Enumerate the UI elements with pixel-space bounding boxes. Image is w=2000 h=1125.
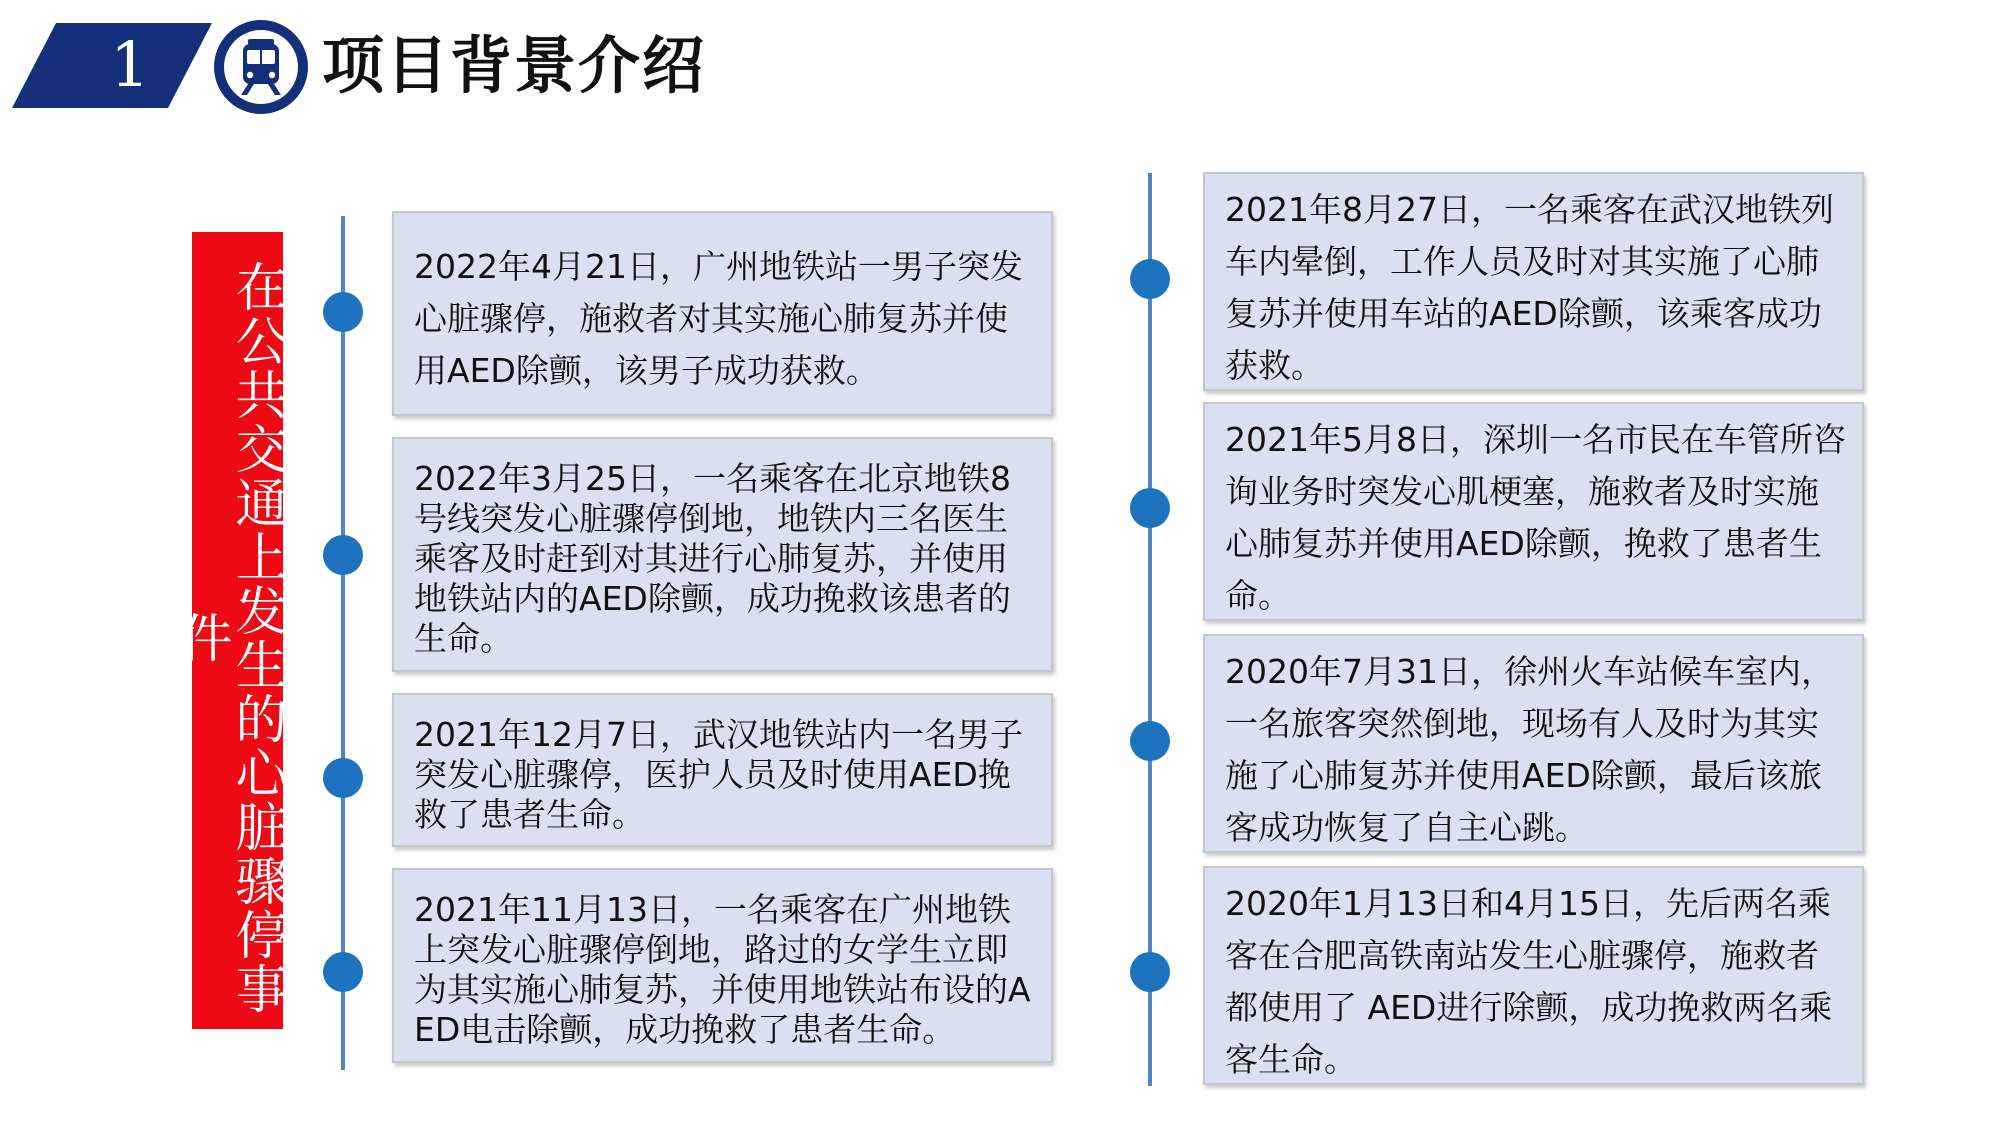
section-number: 1 bbox=[110, 28, 150, 101]
event-card bbox=[392, 868, 1053, 1063]
timeline-dot bbox=[1130, 952, 1170, 992]
timeline-dot bbox=[323, 292, 363, 332]
event-card bbox=[1203, 866, 1864, 1085]
event-text: 2021年11月13日，一名乘客在广州地铁上突发心脏骤停倒地，路过的女学生立即为其实施心肺复苏，并使用地铁站布设的AED电击除颤，成功挽救了患者生命。 bbox=[414, 890, 1031, 1049]
vertical-category-label: 在公共交通上发生的心脏骤停事件 bbox=[192, 232, 283, 1029]
train-icon bbox=[212, 18, 310, 116]
event-text: 2021年5月8日，深圳一名市民在车管所咨询业务时突发心肌梗塞，施救者及时实施心肺复苏并使用AED除颤，挽救了患者生命。 bbox=[1225, 420, 1846, 615]
timeline-dot bbox=[1130, 488, 1170, 528]
event-card bbox=[1203, 402, 1864, 621]
event-card bbox=[392, 437, 1053, 672]
timeline-dot bbox=[323, 758, 363, 798]
timeline-dot bbox=[323, 952, 363, 992]
event-card bbox=[1203, 634, 1864, 853]
event-text: 2022年4月21日，广州地铁站一男子突发心脏骤停，施救者对其实施心肺复苏并使用AED除颤，该男子成功获救。 bbox=[414, 247, 1023, 390]
event-text: 2021年8月27日，一名乘客在武汉地铁列车内晕倒，工作人员及时对其实施了心肺复苏并使用车站的AED除颤，该乘客成功获救。 bbox=[1225, 190, 1834, 385]
timeline-dot bbox=[323, 535, 363, 575]
event-text: 2020年1月13日和4月15日，先后两名乘客在合肥高铁南站发生心脏骤停，施救者都使用了 AED进行除颤，成功挽救两名乘客生命。 bbox=[1225, 884, 1833, 1079]
event-text: 2020年7月31日，徐州火车站候车室内，一名旅客突然倒地，现场有人及时为其实施了心肺复苏并使用AED除颤，最后该旅客成功恢复了自主心跳。 bbox=[1225, 652, 1834, 847]
event-text: 2021年12月7日，武汉地铁站内一名男子突发心脏骤停，医护人员及时使用AED挽救了患者生命。 bbox=[414, 715, 1023, 834]
timeline-dot bbox=[1130, 721, 1170, 761]
section-number-badge bbox=[12, 23, 212, 108]
event-card bbox=[392, 211, 1053, 416]
page-title: 项目背景介绍 bbox=[322, 29, 707, 102]
left-timeline-line bbox=[341, 216, 345, 1070]
event-card bbox=[392, 693, 1053, 847]
right-timeline-line bbox=[1148, 173, 1152, 1086]
event-text: 2022年3月25日，一名乘客在北京地铁8号线突发心脏骤停倒地，地铁内三名医生乘客及时赶到对其进行心肺复苏，并使用地铁站内的AED除颤，成功挽救该患者的生命。 bbox=[414, 459, 1011, 658]
timeline-dot bbox=[1130, 259, 1170, 299]
event-card bbox=[1203, 172, 1864, 391]
